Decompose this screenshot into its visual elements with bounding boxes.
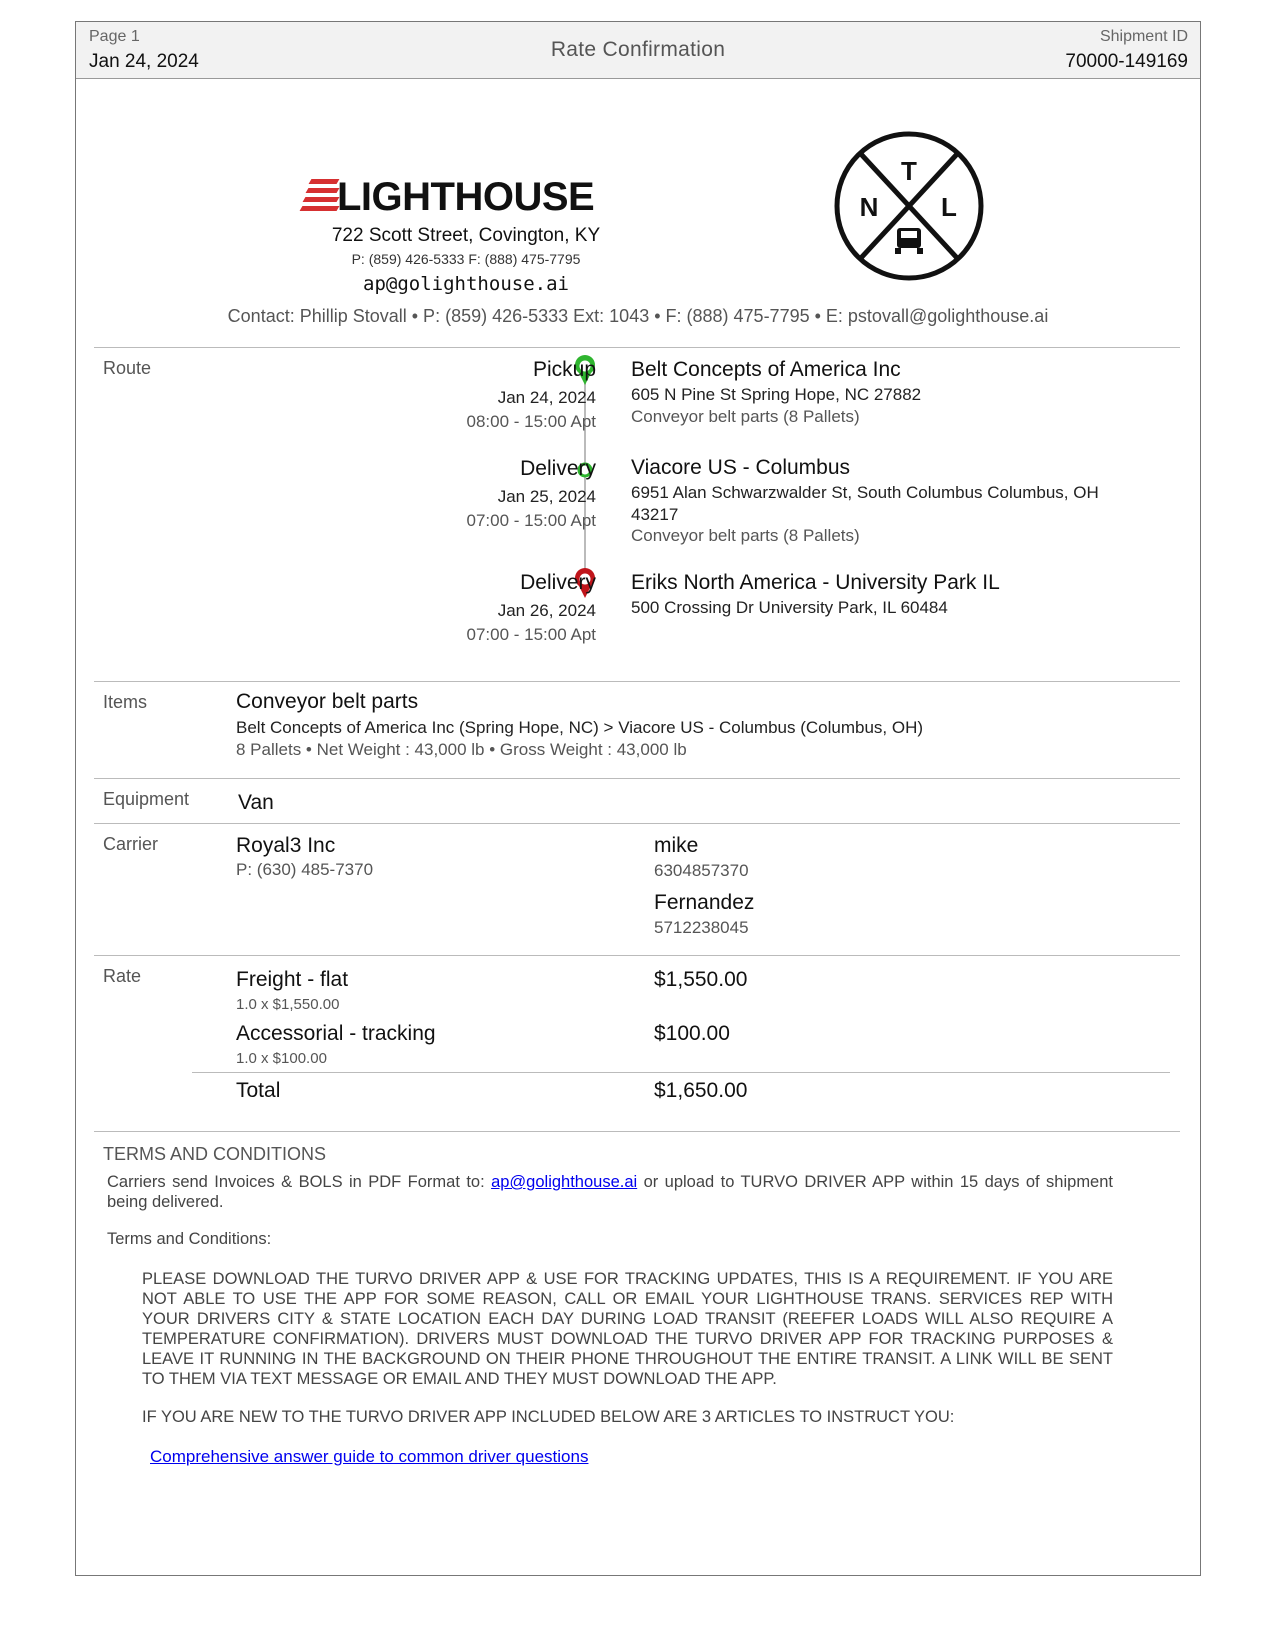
stop-1-date: Jan 24, 2024 — [497, 388, 596, 407]
rate-line-calc: 1.0 x $100.00 — [236, 1050, 327, 1067]
terms-heading: TERMS AND CONDITIONS — [103, 1144, 327, 1164]
item-route: Belt Concepts of America Inc (Spring Hope, NC) > Viacore US - Columbus (Columbus, OH) — [236, 718, 924, 737]
stop-2-address: 6951 Alan Schwarzwalder St, South Columbus Columbus, OH 43217 — [631, 483, 1099, 524]
lighthouse-logo — [300, 175, 620, 295]
stop-2-date: Jan 25, 2024 — [497, 487, 596, 506]
stop-3-address: 500 Crossing Dr University Park, IL 60484 — [631, 598, 948, 617]
carrier-label: Carrier — [103, 834, 159, 854]
rate-confirmation-page — [75, 21, 1201, 1576]
stop-2-name: Viacore US - Columbus — [631, 456, 851, 479]
stop-3-time: 07:00 - 15:00 Apt — [466, 625, 596, 644]
rate-total-amount: $1,650.00 — [654, 1079, 748, 1102]
divider — [94, 347, 1180, 348]
rate-total-label: Total — [236, 1079, 281, 1102]
seal-letter-n: N — [859, 192, 879, 222]
terms-tracking-paragraph: PLEASE DOWNLOAD THE TURVO DRIVER APP & USE FOR TRACKING UPDATES, THIS IS A REQUIREMENT. IF YOU ARE NOT ABLE TO USE THE APP FOR SOME REASON, CALL OR EMAIL YOUR LIGHTHOUSE TRANS. SERVICES REP WITH YOUR DRIVERS CITY & STATE LOCATION EACH DAY DURING LOAD TRANSIT (REEFER LOADS WILL ALSO REQUIRE A TEMPERATURE CONFIRMATION). DRIVERS MUST DOWNLOAD THE TURVO DRIVER APP FOR TRACKING PURPOSES & LEAVE IT RUNNING IN THE BACKGROUND ON THEIR PHONE THROUGHOUT THE ENTIRE TRANSIT. A LINK WILL BE SENT TO THEM VIA TEXT MESSAGE OR EMAIL AND THEY MUST DOWNLOAD THE APP. — [142, 1270, 1113, 1388]
divider — [94, 681, 1180, 682]
terms-subheading: Terms and Conditions: — [107, 1230, 272, 1248]
shipment-id: 70000-149169 — [1065, 51, 1188, 72]
seal-letter-l: L — [941, 192, 957, 222]
rate-line-calc: 1.0 x $1,550.00 — [236, 996, 340, 1013]
item-title: Conveyor belt parts — [236, 690, 419, 713]
page-title: Rate Confirmation — [550, 38, 726, 61]
terms-articles-intro: IF YOU ARE NEW TO THE TURVO DRIVER APP INCLUDED BELOW ARE 3 ARTICLES TO INSTRUCT YOU: — [142, 1408, 955, 1426]
equipment-value: Van — [238, 791, 274, 814]
terms-invoice-paragraph — [107, 1172, 1113, 1212]
logo-phones: P: (859) 426-5333 F: (888) 475-7795 — [351, 251, 581, 267]
stop-2-time: 07:00 - 15:00 Apt — [466, 511, 596, 530]
carrier-contact-name: Fernandez — [654, 891, 755, 914]
logo-wordmark — [300, 175, 620, 219]
stop-1-goods: Conveyor belt parts (8 Pallets) — [631, 407, 860, 426]
rate-line-amount: $1,550.00 — [654, 968, 748, 991]
logo-stripes-icon — [300, 179, 338, 213]
stop-3-date: Jan 26, 2024 — [497, 601, 596, 620]
stop-1-time: 08:00 - 15:00 Apt — [466, 412, 596, 431]
page-number: Page 1 — [89, 28, 140, 45]
ntl-seal-logo — [833, 130, 985, 282]
stop-1-address: 605 N Pine St Spring Hope, NC 27882 — [631, 385, 922, 404]
terms-text: or upload to TURVO DRIVER APP within 15 days of shipment being delivered. — [107, 1173, 1113, 1211]
stop-1-type: Pickup — [532, 358, 596, 381]
logo-email: ap@golighthouse.ai — [363, 273, 569, 295]
carrier-name: Royal3 Inc — [236, 834, 336, 857]
stop-1-name: Belt Concepts of America Inc — [631, 358, 901, 381]
total-divider — [192, 1072, 1170, 1073]
driver-questions-link[interactable]: Comprehensive answer guide to common driver questions — [150, 1447, 589, 1466]
stop-3-type: Delivery — [520, 571, 596, 594]
document-date: Jan 24, 2024 — [89, 51, 199, 72]
divider — [94, 955, 1180, 956]
stop-3-name: Eriks North America - University Park IL — [631, 571, 1000, 594]
terms-text: Carriers send Invoices & BOLS in PDF Format to: — [107, 1173, 492, 1191]
rate-line-name: Freight - flat — [236, 968, 349, 991]
page-header — [76, 22, 1200, 79]
divider — [94, 778, 1180, 779]
contact-line: Contact: Phillip Stovall • P: (859) 426-5333 Ext: 1043 • F: (888) 475-7795 • E: pstovall@golighthouse.ai — [227, 306, 1049, 326]
equipment-label: Equipment — [103, 789, 190, 809]
carrier-contact-phone: 5712238045 — [654, 918, 749, 937]
divider — [94, 1131, 1180, 1132]
divider — [94, 823, 1180, 824]
carrier-phone: P: (630) 485-7370 — [236, 860, 374, 879]
email-link[interactable]: ap@golighthouse.ai — [491, 1173, 638, 1191]
route-label: Route — [103, 358, 152, 378]
logo-brand-text: LIGHTHOUSE — [337, 175, 595, 219]
carrier-contact-phone: 6304857370 — [654, 861, 749, 880]
seal-letter-t: T — [901, 156, 917, 186]
item-weights: 8 Pallets • Net Weight : 43,000 lb • Gross Weight : 43,000 lb — [236, 740, 687, 759]
stop-2-type: Delivery — [520, 457, 596, 480]
rate-line-name: Accessorial - tracking — [236, 1022, 436, 1045]
rate-label: Rate — [103, 966, 142, 986]
items-label: Items — [103, 692, 148, 712]
rate-line-amount: $100.00 — [654, 1022, 730, 1045]
shipment-id-label: Shipment ID — [1099, 28, 1188, 45]
carrier-contact-name: mike — [654, 834, 699, 857]
stop-2-goods: Conveyor belt parts (8 Pallets) — [631, 526, 860, 545]
logo-address: 722 Scott Street, Covington, KY — [331, 225, 601, 246]
